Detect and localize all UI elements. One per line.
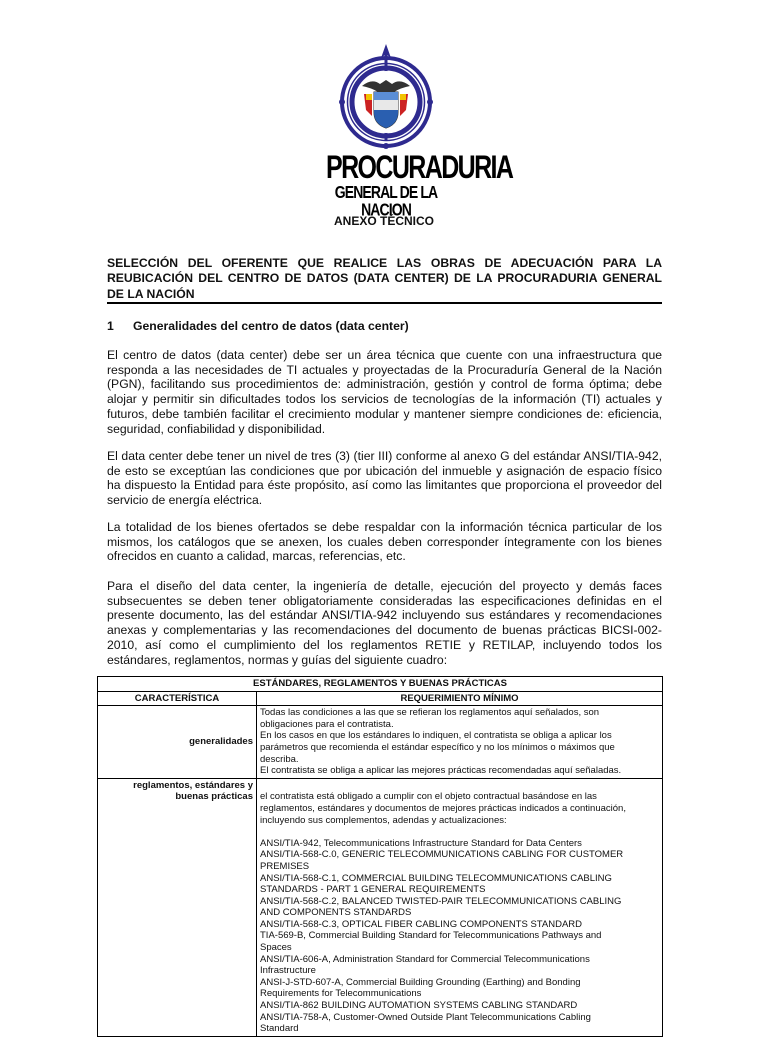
procuraduria-logo [326, 42, 513, 220]
requirement-line: el contratista está obligado a cumplir con el objeto contractual basándose en las [260, 791, 597, 803]
column-header-characteristic: CARACTERÍSTICA [98, 691, 257, 706]
standard-line: ANSI/TIA-568-C.2, BALANCED TWISTED-PAIR TELECOMMUNICATIONS CABLING [260, 895, 622, 907]
table-row [98, 706, 663, 779]
paragraph-3: La totalidad de los bienes ofertados se debe respaldar con la información técnica particular de los mismos, los catálogos que se anexen, los cuales deben corresponder íntegramente con los bienes ofrecidos en cuanto a calidad, marcas, referencias, etc. [107, 520, 662, 564]
requirement-line: incluyendo sus complementos, adendas y actualizaciones: [260, 814, 507, 826]
paragraph-1: El centro de datos (data center) debe ser un área técnica que cuente con una infraestructura que responda a las necesidades de TI actuales y proyectadas de la Procuraduría General de la Nación (PGN), facilitando sus procedimientos de: administración, gestión y control de forma óptima; debe alojar y permitir sin dificultades todos los servicios de tecnologías de la información (TI) actuales y futuros, debe también facilitar el crecimiento modular y mantener siempre condiciones de: eficiencia, seguridad, confiabilidad y disponibilidad. [107, 348, 662, 436]
row-requirement-generalidades [257, 706, 663, 779]
section-title: Generalidades del centro de datos (data center) [133, 319, 409, 333]
table-caption-row [98, 677, 663, 692]
standard-line: STANDARDS - PART 1 GENERAL REQUIREMENTS [260, 884, 486, 896]
standard-line: ANSI/TIA-568-C.0, GENERIC TELECOMMUNICATIONS CABLING FOR CUSTOMER [260, 849, 624, 861]
spacer [260, 780, 659, 792]
standard-line: Infrastructure [260, 965, 316, 977]
row-label-generalidades: generalidades [98, 706, 257, 779]
paragraph-4: Para el diseño del data center, la ingeniería de detalle, ejecución del proyecto y demás faces subsecuentes se deben tener obligatoriamente consideradas las especificaciones definidas en el presente documento, las del estándar ANSI/TIA-942 incluyendo sus estándares y recomendaciones anexas y complementarias y las recomendaciones del documento de buenas prácticas BICSI-002-2010, así como el cumplimiento del los reglamentos RETIE y RETILAP, incluyendo todos los estándares, reglamentos, normas y guías del siguiente cuadro: [107, 579, 662, 667]
standard-line: ANSI/TIA-862 BUILDING AUTOMATION SYSTEMS CABLING STANDARD [260, 1000, 578, 1012]
section-number: 1 [107, 319, 114, 333]
requirement-line: Todas las condiciones a las que se refieran los reglamentos aquí señalados, son [260, 707, 600, 719]
requirement-line: parámetros que recomienda el estándar específico y no los mínimos o máximos que [260, 741, 615, 753]
logo-wordmark-line2: GENERAL DE LA NACION [334, 181, 438, 220]
spacer [260, 826, 659, 838]
annex-heading: ANEXO TÉCNICO [333, 214, 434, 228]
standard-line: ANSI/TIA-568-C.3, OPTICAL FIBER CABLING COMPONENTS STANDARD [260, 918, 583, 930]
document-title: SELECCIÓN DEL OFERENTE QUE REALICE LAS OBRAS DE ADECUACIÓN PARA LA REUBICACIÓN DEL CENTRO DE DATOS (DATA CENTER) DE LA PROCURADURIA GENERAL DE LA NACIÓN [107, 256, 662, 301]
standard-line: ANSI/TIA-568-C.1, COMMERCIAL BUILDING TELECOMMUNICATIONS CABLING [260, 872, 612, 884]
standards-table [97, 676, 663, 1037]
requirement-line: describa. [260, 753, 299, 765]
standard-line: Requirements for Telecommunications [260, 988, 422, 1000]
row-label-line: buenas prácticas [175, 791, 253, 803]
table-header-row [98, 691, 663, 706]
standard-line: ANSI/TIA-758-A, Customer-Owned Outside Plant Telecommunications Cabling [260, 1011, 591, 1023]
standard-line: AND COMPONENTS STANDARDS [260, 907, 412, 919]
standard-line: Spaces [260, 942, 292, 954]
requirement-line: obligaciones para el contratista. [260, 718, 394, 730]
row-label-regulations [98, 778, 257, 1036]
row-label-line: reglamentos, estándares y [133, 779, 253, 791]
requirement-line: reglamentos, estándares y documentos de mejores prácticas indicados a continuación, [260, 802, 626, 814]
table-row [98, 778, 663, 1036]
logo-wordmark-line1: PROCURADURIA [326, 149, 513, 186]
standard-line: TIA-569-B, Commercial Building Standard for Telecommunications Pathways and [260, 930, 602, 942]
standard-line: ANSI-J-STD-607-A, Commercial Building Grounding (Earthing) and Bonding [260, 976, 581, 988]
title-divider [107, 302, 662, 304]
paragraph-2: El data center debe tener un nivel de tres (3) (tier III) conforme al anexo G del estándar ANSI/TIA-942, de esto se exceptúan las condiciones que por ubicación del inmueble y asignación de espacio físico ha dispuesto la Entidad para éste propósito, así como las limitantes que proporciona el proveedor del servicio de energía eléctrica. [107, 449, 662, 508]
row-requirement-regulations [257, 778, 663, 1036]
table-caption: ESTÁNDARES, REGLAMENTOS Y BUENAS PRÁCTICAS [98, 677, 663, 692]
standard-line: Standard [260, 1023, 299, 1035]
standard-line: PREMISES [260, 860, 310, 872]
requirement-line: El contratista se obliga a aplicar las mejores prácticas recomendadas aquí señaladas. [260, 765, 622, 777]
column-header-requirement: REQUERIMIENTO MÍNIMO [257, 691, 663, 706]
coat-of-arms-emblem-icon [326, 42, 446, 152]
standard-line: ANSI/TIA-606-A, Administration Standard for Commercial Telecommunications [260, 953, 590, 965]
standard-line: ANSI/TIA-942, Telecommunications Infrastructure Standard for Data Centers [260, 837, 582, 849]
requirement-line: En los casos en que los estándares lo indiquen, el contratista se obliga a aplicar los [260, 730, 612, 742]
section-heading [107, 319, 409, 333]
